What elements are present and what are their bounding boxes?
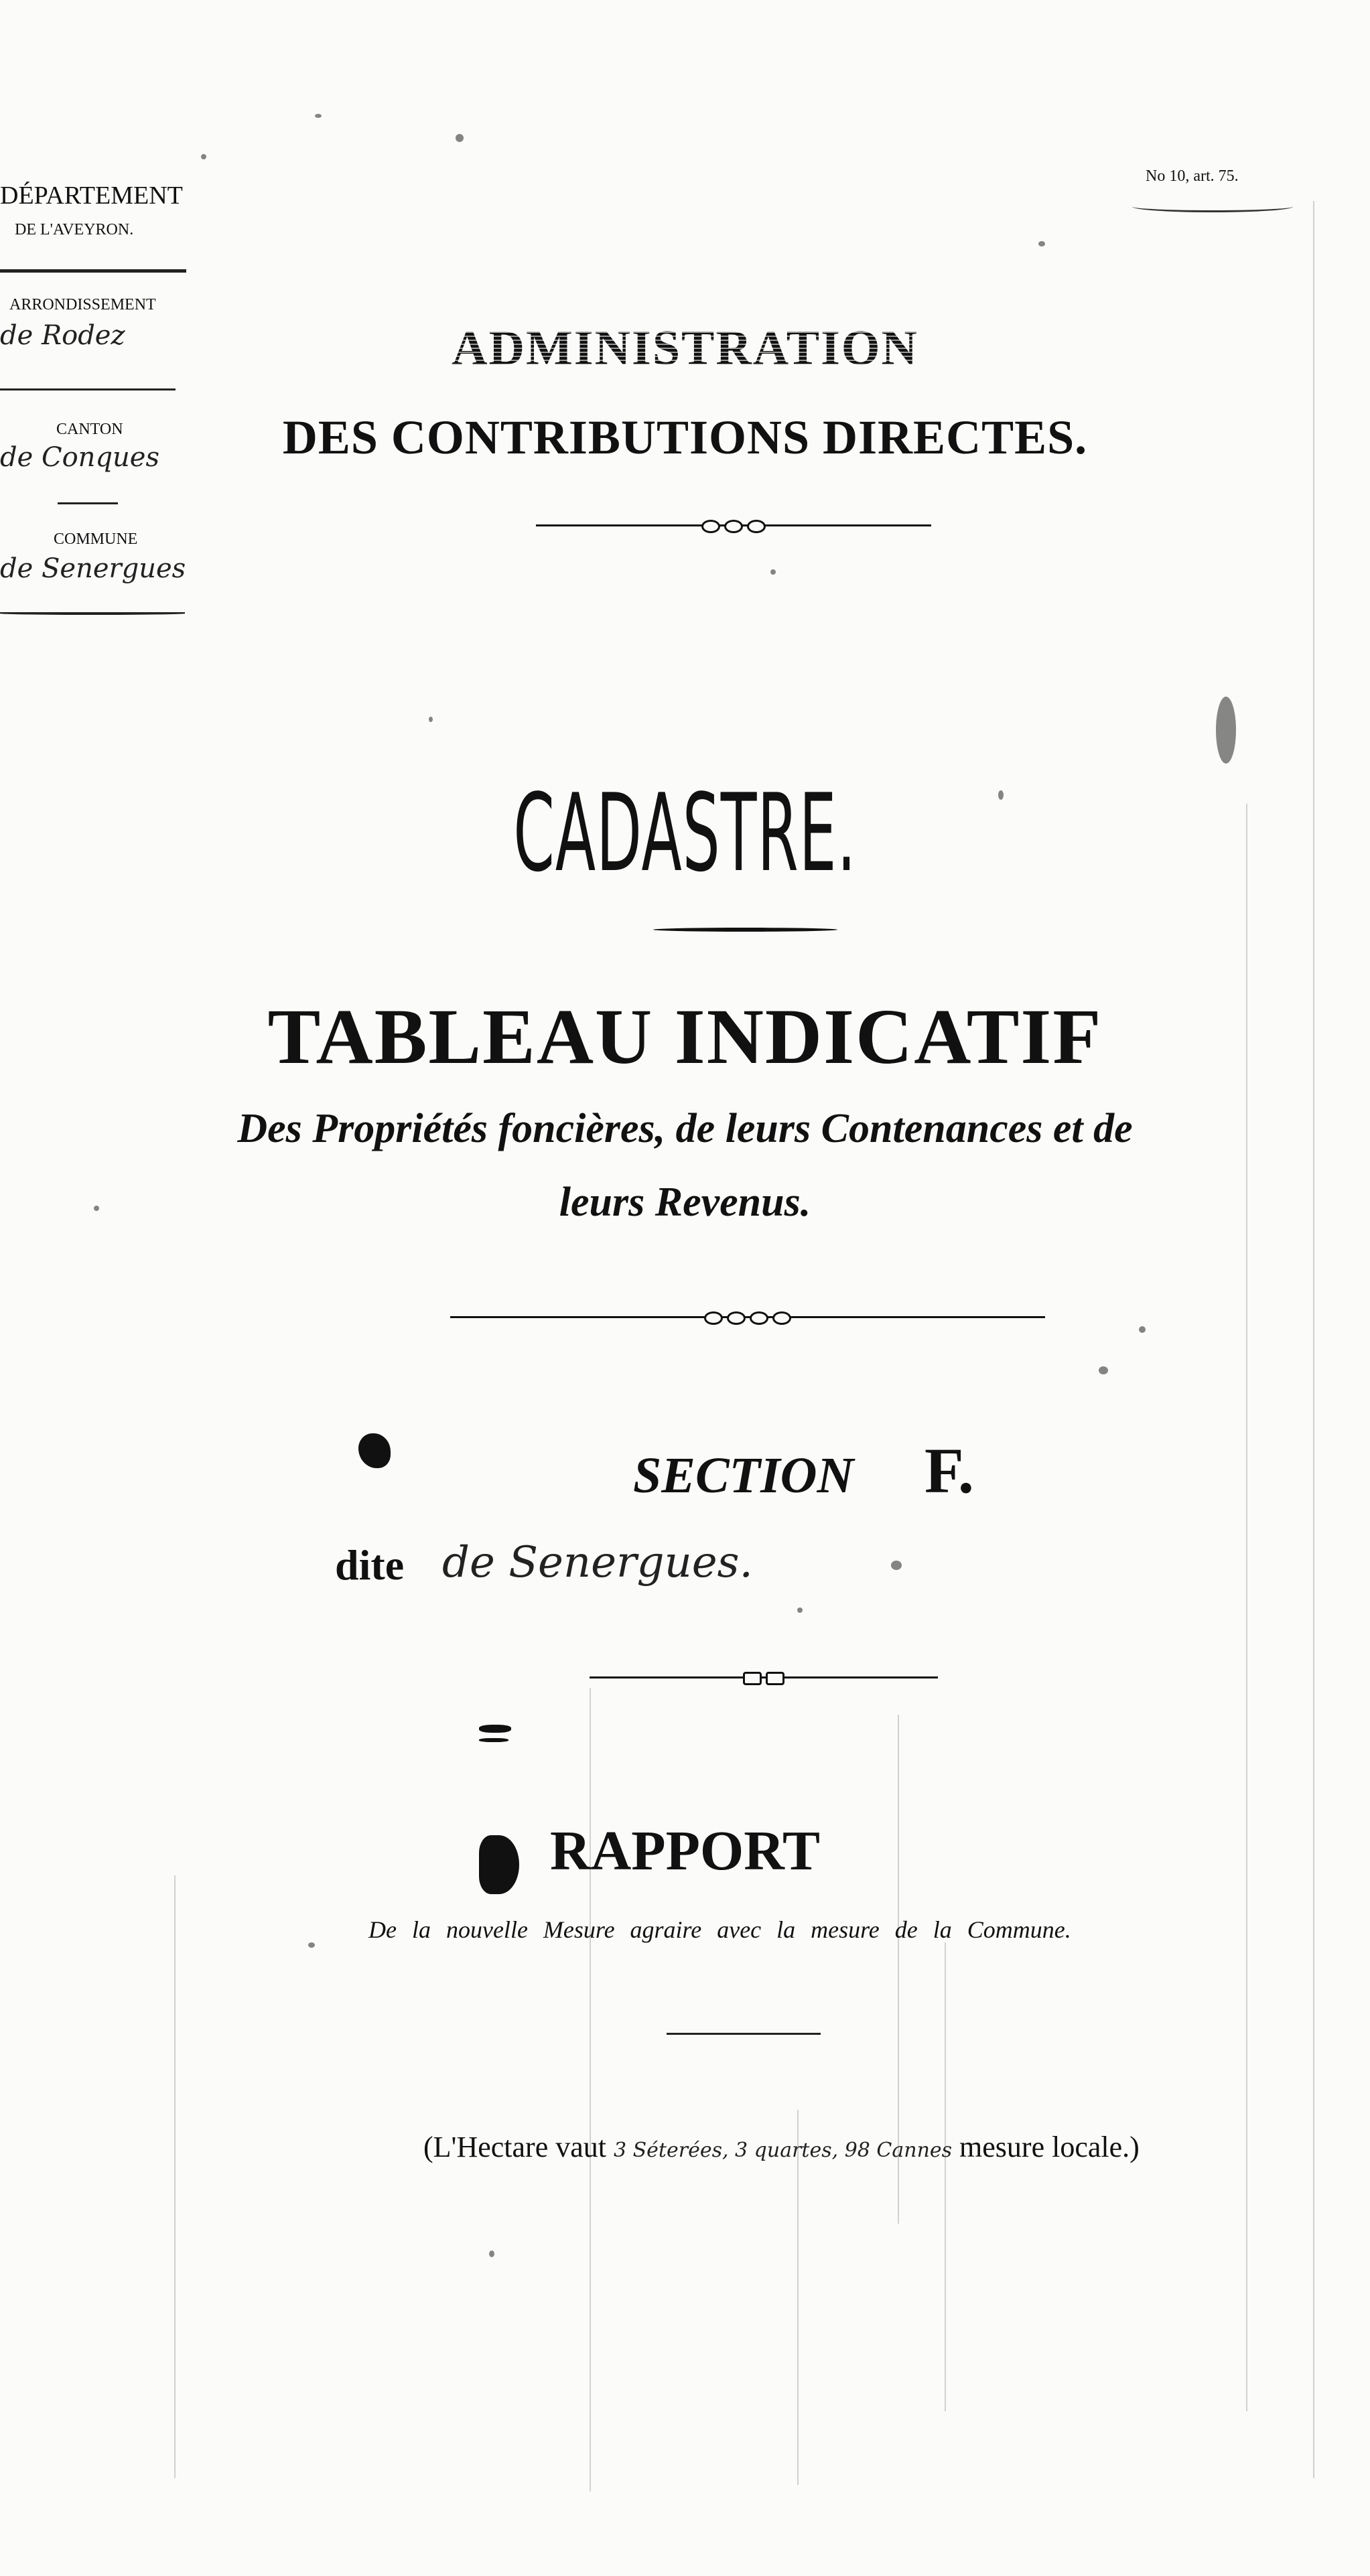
rapport-subtitle: De la nouvelle Mesure agraire avec la mesure de la Commune.: [368, 1916, 1071, 1943]
departement-name: DE L'AVEYRON.: [15, 221, 134, 238]
tableau-title: TABLEAU INDICATIF: [267, 993, 1103, 1080]
speck: [201, 154, 206, 159]
scan-line: [797, 2110, 799, 2485]
ornamental-rule: [450, 1314, 1045, 1319]
section-letter: F.: [924, 1435, 974, 1506]
ink-blot: [479, 1725, 511, 1733]
commune-label: COMMUNE: [54, 530, 138, 548]
hectare-prefix: (L'Hectare vaut: [423, 2131, 606, 2163]
scan-line: [590, 1688, 591, 2492]
divider: [58, 502, 118, 504]
scan-line: [945, 1942, 946, 2411]
header-administration-wrap: [0, 320, 1370, 377]
dite-value: de Senergues.: [442, 1538, 753, 1587]
speck: [456, 134, 464, 142]
canton-label: CANTON: [56, 421, 123, 438]
divider: [653, 928, 837, 932]
canton-value: de Conques: [0, 442, 160, 473]
departement-label: DÉPARTEMENT: [0, 182, 183, 210]
rapport-title: RAPPORT: [549, 1820, 821, 1882]
divider: [0, 388, 176, 390]
speck: [1139, 1326, 1146, 1333]
ink-blot: [1216, 697, 1236, 764]
cadastre-title: CADASTRE.: [513, 770, 857, 896]
dite-label: dite: [335, 1541, 405, 1589]
hectare-line: [423, 2130, 1140, 2164]
speck: [489, 2250, 494, 2257]
reference-number: No 10, art. 75.: [1146, 167, 1239, 185]
speck: [1099, 1366, 1108, 1374]
hectare-suffix: mesure locale.): [959, 2131, 1140, 2163]
ink-blot: [479, 1738, 508, 1742]
speck: [315, 114, 322, 118]
arrondissement-value: de Rodez: [0, 320, 125, 351]
scan-line: [174, 1875, 176, 2478]
speck: [797, 1607, 803, 1613]
divider: [1132, 201, 1293, 212]
ornamental-rule: [590, 1674, 938, 1680]
divider: [0, 269, 186, 273]
subtitle-line-1: Des Propriétés foncières, de leurs Contenances et de: [237, 1106, 1133, 1151]
subtitle-line-2: leurs Revenus.: [559, 1179, 811, 1225]
section-label: SECTION: [633, 1447, 854, 1504]
commune-value: de Senergues: [0, 553, 186, 584]
header-contributions: DES CONTRIBUTIONS DIRECTES.: [282, 411, 1088, 464]
speck: [770, 569, 776, 575]
arrondissement-label: ARRONDISSEMENT: [9, 296, 156, 313]
divider: [0, 612, 185, 615]
speck: [1038, 241, 1045, 246]
speck: [429, 717, 433, 722]
header-administration: ADMINISTRATION: [452, 321, 918, 376]
ink-blot: [358, 1433, 391, 1468]
divider: [667, 2033, 821, 2035]
speck: [308, 1942, 315, 1948]
hectare-value: 3 Séterées, 3 quartes, 98 Cannes: [613, 2139, 953, 2162]
ornamental-rule: [536, 522, 931, 528]
scan-line: [1313, 201, 1314, 2478]
speck: [891, 1561, 902, 1570]
